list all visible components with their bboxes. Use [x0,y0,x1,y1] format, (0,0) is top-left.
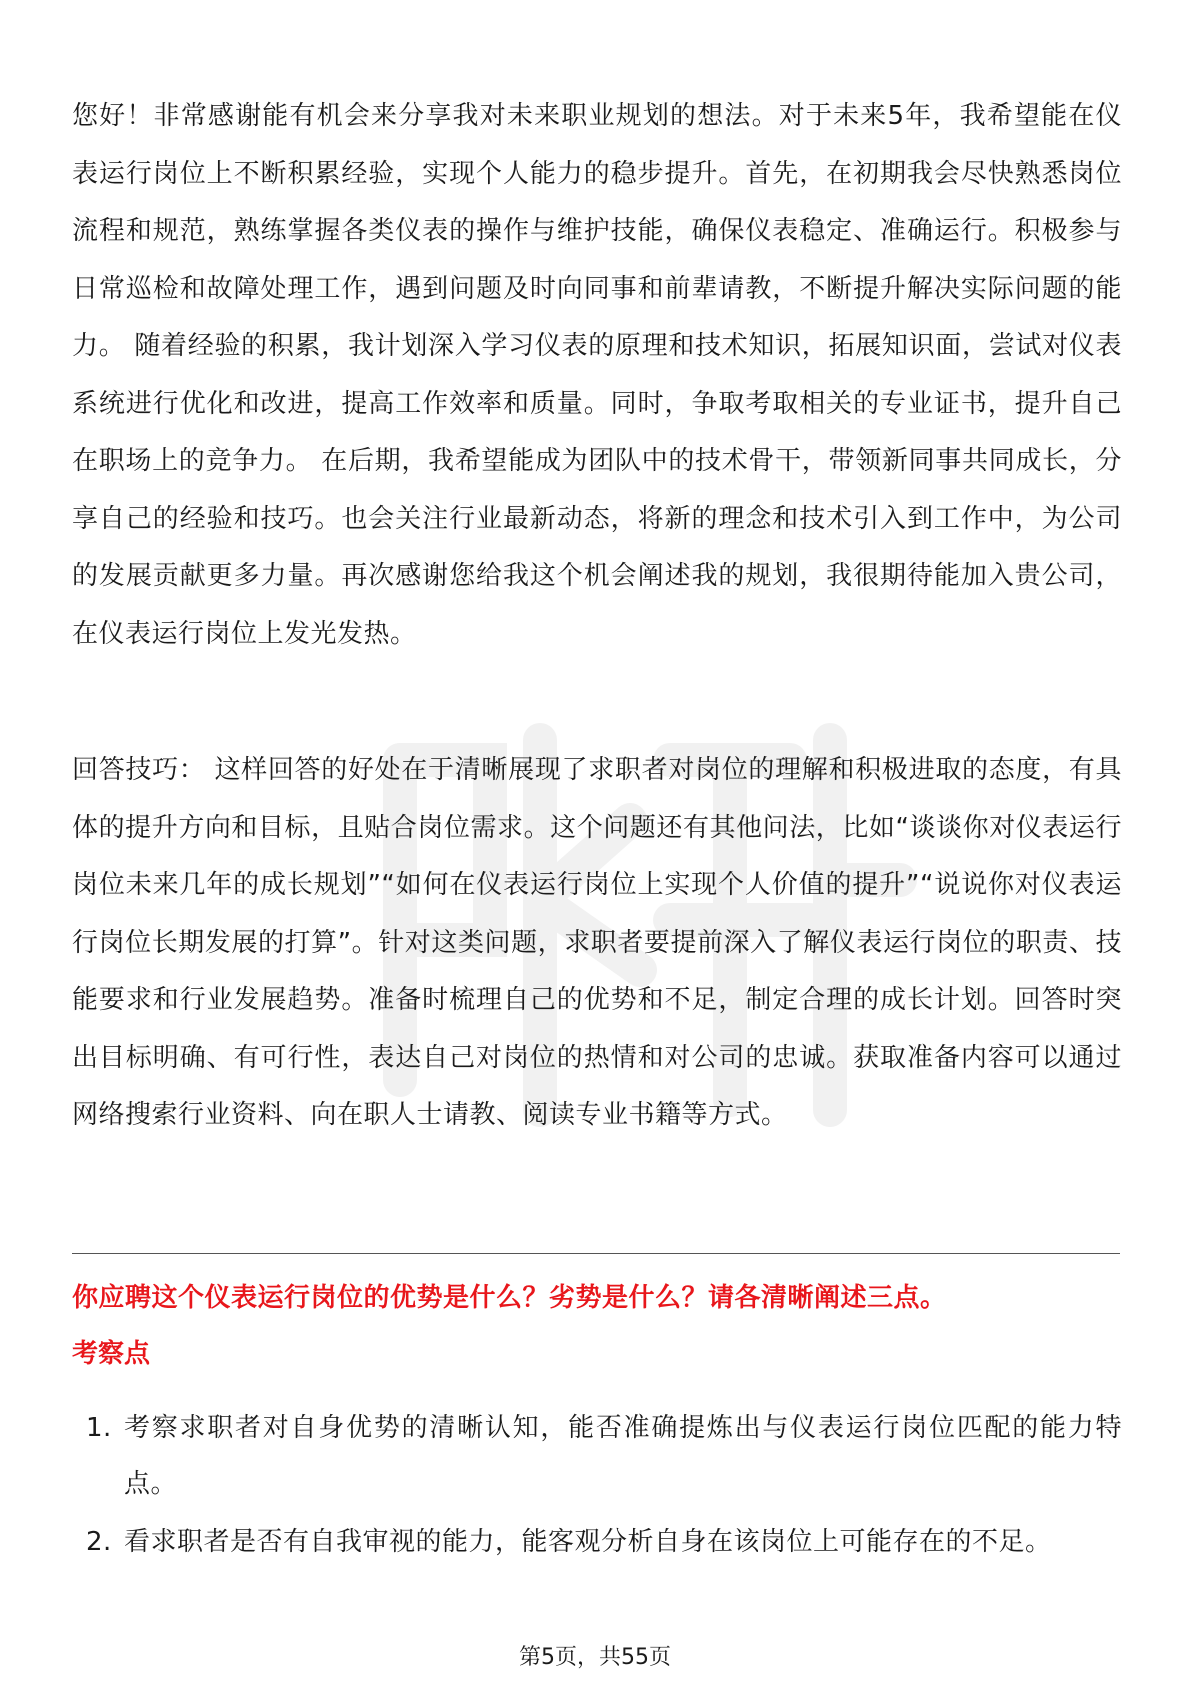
main-content [72,88,1122,1572]
list-item [72,1514,1122,1570]
answer-tips-paragraph: 回答技巧： 这样回答的好处在于清晰展现了求职者对岗位的理解和积极进取的态度，有具体的提升方向和目标，且贴合岗位需求。这个问题还有其他问法，比如“谈谈你对仪表运行岗位未来几年的成长规划”“如何在仪表运行岗位上实现个人价值的提升”“说说你对仪表运行岗位长期发展的打算”。针对这类问题，求职者要提前深入了解仪表运行岗位的职责、技能要求和行业发展趋势。准备时梳理自己的优势和不足，制定合理的成长计划。回答时突出目标明确、有可行性，表达自己对岗位的热情和对公司的忠诚。获取准备内容可以通过网络搜索行业资料、向在职人士请教、阅读专业书籍等方式。 [72,755,1122,1130]
answer-paragraph: 您好！非常感谢能有机会来分享我对未来职业规划的想法。对于未来5年，我希望能在仪表运行岗位上不断积累经验，实现个人能力的稳步提升。首先，在初期我会尽快熟悉岗位流程和规范，熟练掌握各类仪表的操作与维护技能，确保仪表稳定、准确运行。积极参与日常巡检和故障处理工作，遇到问题及时向同事和前辈请教，不断提升解决实际问题的能力。 随着经验的积累，我计划深入学习仪表的原理和技术知识，拓展知识面，尝试对仪表系统进行优化和改进，提高工作效率和质量。同时，争取考取相关的专业证书，提升自己在职场上的竞争力。 在后期，我希望能成为团队中的技术骨干，带领新同事共同成长，分享自己的经验和技巧。也会关注行业最新动态，将新的理念和技术引入到工作中，为公司的发展贡献更多力量。再次感谢您给我这个机会阐述我的规划，我很期待能加入贵公司，在仪表运行岗位上发光发热。 [72,101,1122,649]
page-number-footer: 第5页，共55页 [519,1645,671,1670]
assessment-points-title: 考察点 [72,1339,151,1369]
list-item-number: 2. [86,1527,112,1557]
list-item-text: 考察求职者对自身优势的清晰认知，能否准确提炼出与仪表运行岗位匹配的能力特点。 [124,1413,1122,1499]
assessment-points-list [72,1400,1122,1570]
section-divider [72,1253,1120,1254]
list-item-number: 1. [86,1413,112,1443]
list-item [72,1400,1122,1512]
question-heading: 你应聘这个仪表运行岗位的优势是什么？劣势是什么？请各清晰阐述三点。 [72,1283,947,1313]
list-item-text: 看求职者是否有自我审视的能力，能客观分析自身在该岗位上可能存在的不足。 [124,1527,1052,1557]
